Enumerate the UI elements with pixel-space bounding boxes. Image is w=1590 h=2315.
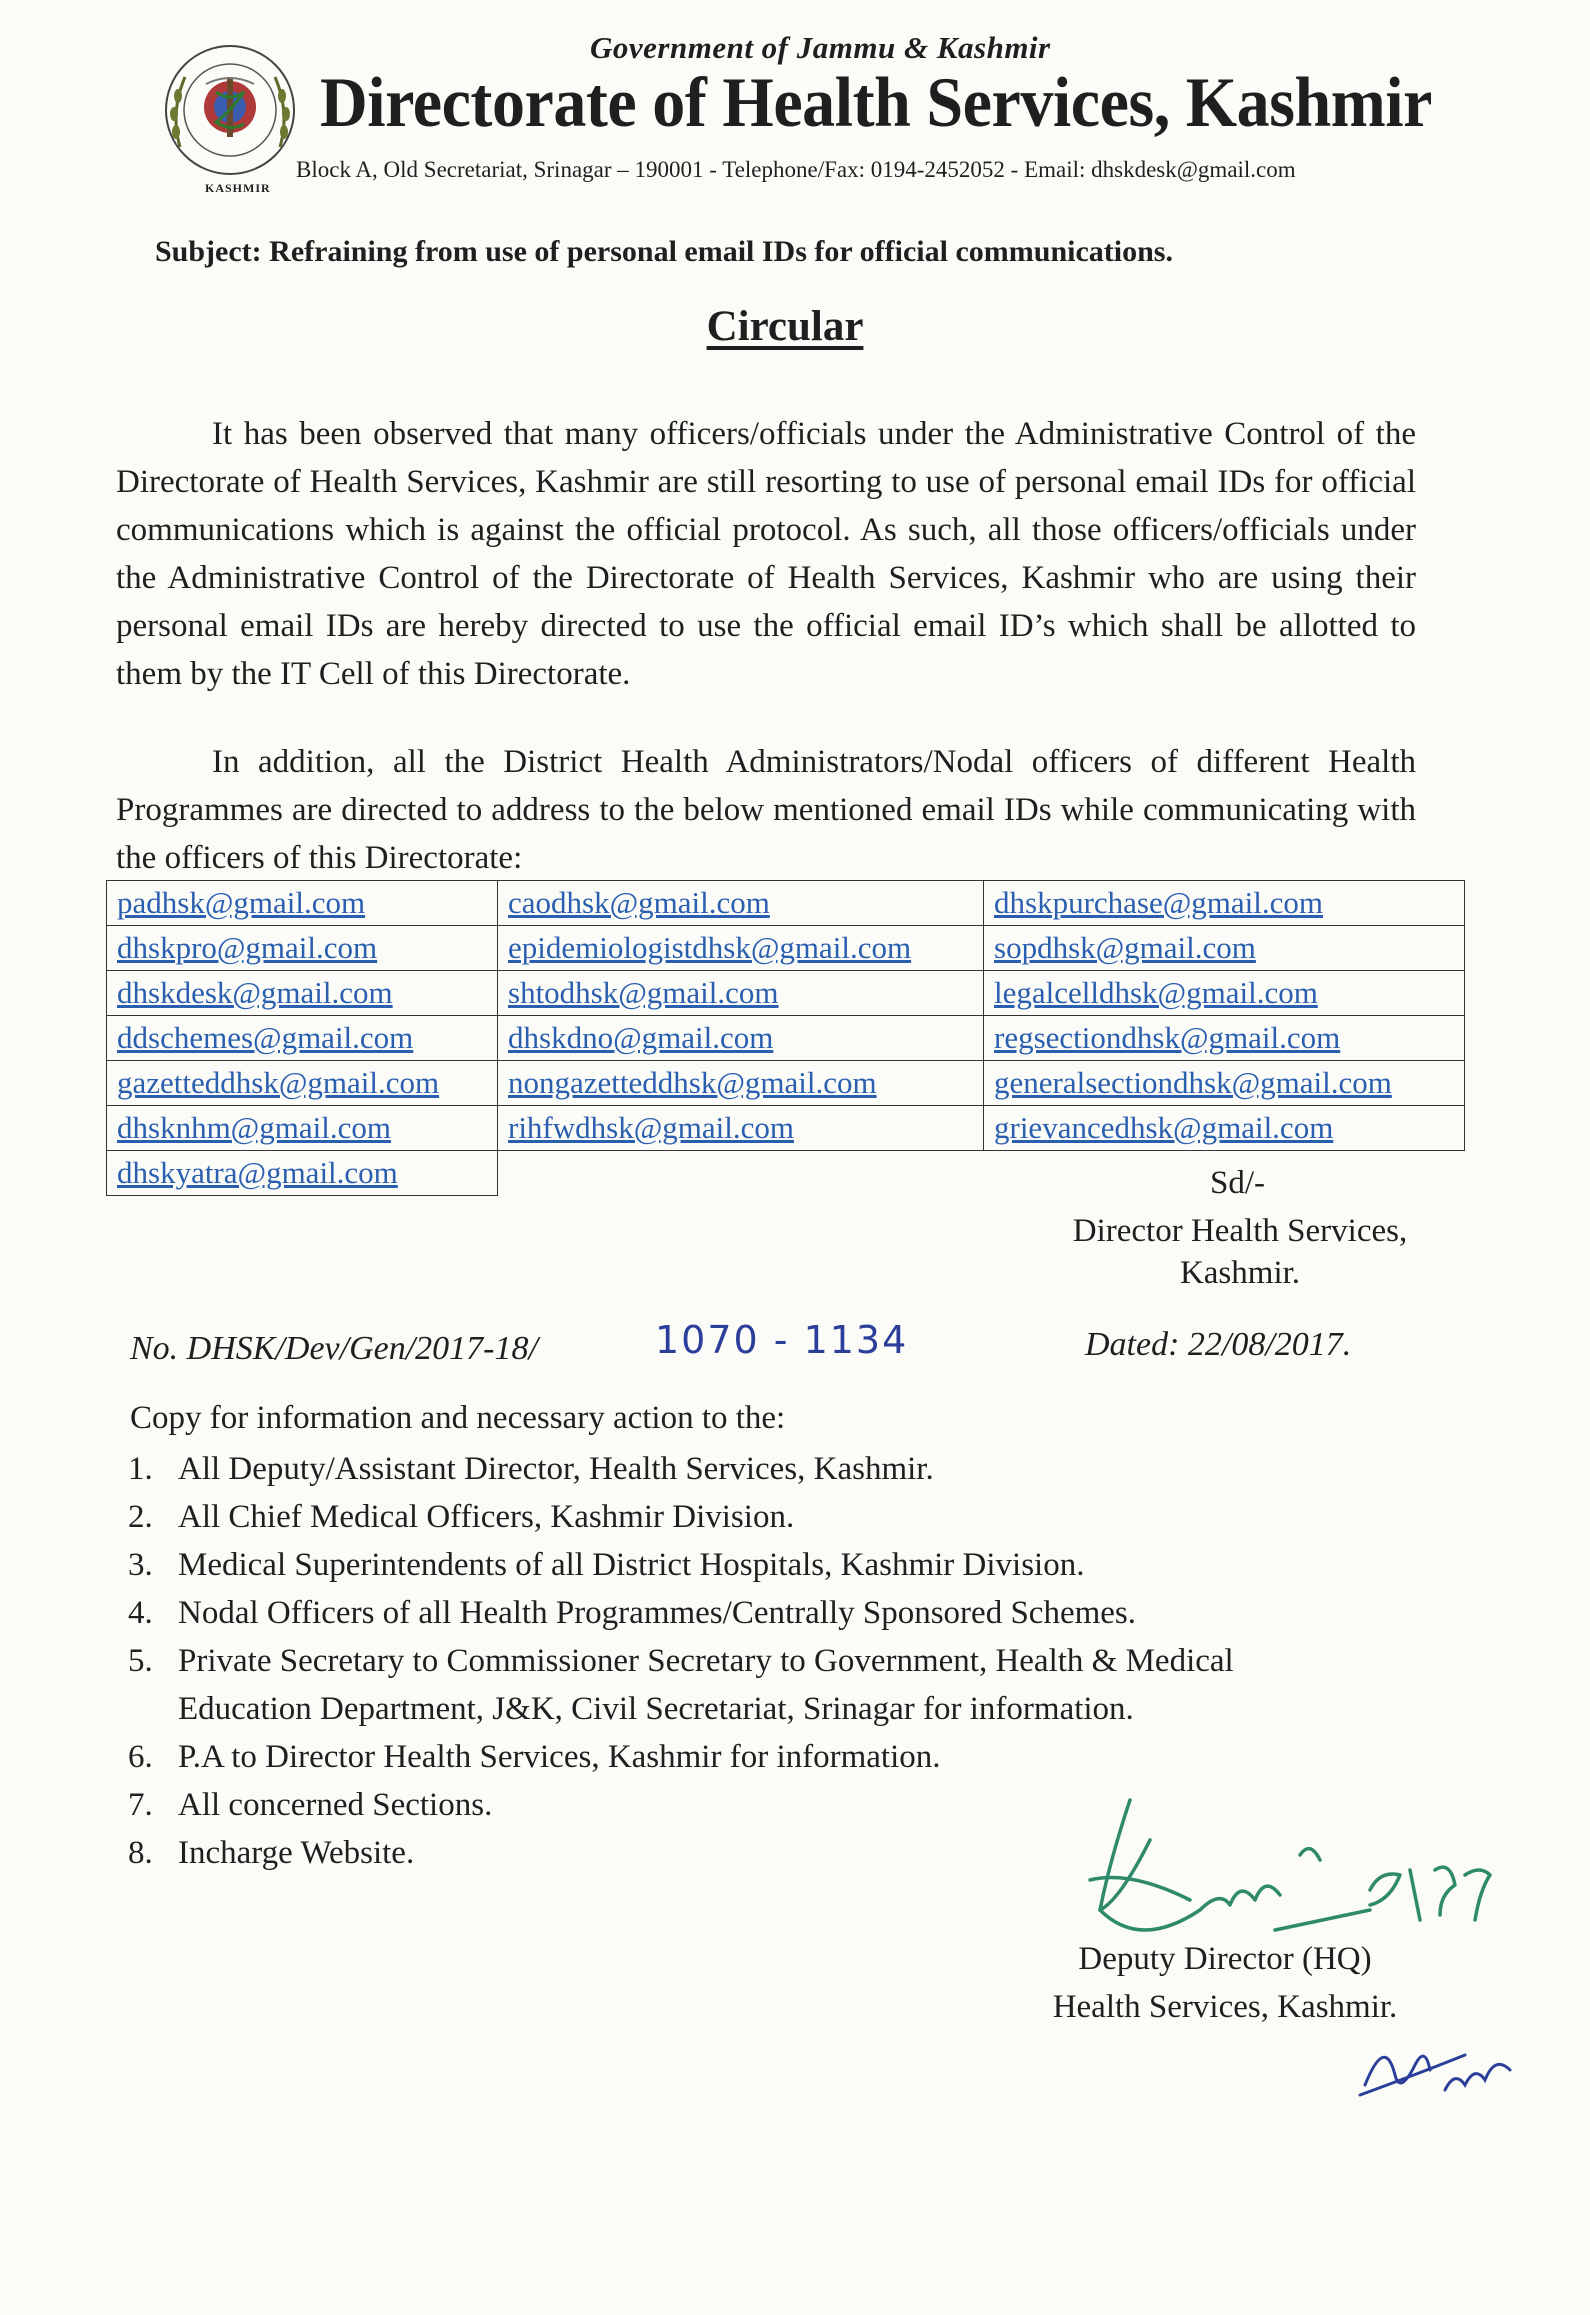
copy-heading: Copy for information and necessary action to the:	[130, 1400, 786, 1436]
email-link[interactable]: dhskpro@gmail.com	[107, 926, 498, 971]
email-link[interactable]: dhskdesk@gmail.com	[107, 971, 498, 1016]
email-link[interactable]: generalsectiondhsk@gmail.com	[984, 1061, 1465, 1106]
email-link[interactable]: dhskpurchase@gmail.com	[984, 881, 1465, 926]
list-item: 2. All Chief Medical Officers, Kashmir Division.	[128, 1499, 795, 1535]
subject-text: Refraining from use of personal email IDs for official communications.	[269, 235, 1173, 268]
sd-mark: Sd/-	[1210, 1165, 1266, 1201]
subject-line	[155, 235, 1173, 269]
list-item: 7. All concerned Sections.	[128, 1787, 493, 1823]
circular-heading: Circular	[706, 303, 864, 350]
table-row	[107, 881, 1465, 926]
list-item: 3. Medical Superintendents of all District Hospitals, Kashmir Division.	[128, 1547, 1085, 1583]
signatory-title: Director Health Services,	[1072, 1213, 1408, 1249]
signatory-title: Deputy Director (HQ)	[1078, 1941, 1372, 1977]
email-link[interactable]: rihfwdhsk@gmail.com	[498, 1106, 984, 1151]
handwritten-reference: 1070 - 1134	[655, 1318, 909, 1362]
handwritten-initials	[1355, 2015, 1525, 2115]
email-link[interactable]: dhskdno@gmail.com	[498, 1016, 984, 1061]
emblem-label: KASHMIR	[205, 181, 271, 195]
health-services-emblem-icon	[150, 32, 310, 192]
list-item: 6. P.A to Director Health Services, Kashmir for information.	[128, 1739, 941, 1775]
email-link[interactable]: nongazetteddhsk@gmail.com	[498, 1061, 984, 1106]
list-item: 4. Nodal Officers of all Health Programmes/Centrally Sponsored Schemes.	[128, 1595, 1136, 1631]
table-row	[107, 1106, 1465, 1151]
list-item: 1. All Deputy/Assistant Director, Health Services, Kashmir.	[128, 1451, 934, 1487]
signatory-place: Kashmir.	[1179, 1255, 1301, 1291]
subject-label: Subject:	[155, 235, 262, 268]
table-row	[107, 1016, 1465, 1061]
email-link[interactable]: sopdhsk@gmail.com	[984, 926, 1465, 971]
email-link[interactable]: regsectiondhsk@gmail.com	[984, 1016, 1465, 1061]
email-link[interactable]: dhskyatra@gmail.com	[107, 1151, 498, 1196]
email-link[interactable]: grievancedhsk@gmail.com	[984, 1106, 1465, 1151]
email-link[interactable]: legalcelldhsk@gmail.com	[984, 971, 1465, 1016]
reference-number: No. DHSK/Dev/Gen/2017-18/	[130, 1330, 538, 1367]
signatory-department: Health Services, Kashmir.	[1052, 1989, 1398, 2025]
email-link[interactable]: padhsk@gmail.com	[107, 881, 498, 926]
date-line: Dated: 22/08/2017.	[1085, 1326, 1352, 1363]
email-link[interactable]: dhsknhm@gmail.com	[107, 1106, 498, 1151]
government-line: Government of Jammu & Kashmir	[590, 30, 1051, 65]
director-signatory	[1055, 1210, 1425, 1294]
table-row	[107, 971, 1465, 1016]
email-link[interactable]: ddschemes@gmail.com	[107, 1016, 498, 1061]
list-item: 8. Incharge Website.	[128, 1835, 415, 1871]
table-row	[107, 926, 1465, 971]
table-row	[107, 1061, 1465, 1106]
directorate-title: Directorate of Health Services, Kashmir	[320, 64, 1432, 142]
paragraph-2: In addition, all the District Health Administrators/Nodal officers of different Health Programmes are directed to address to the below mentioned email IDs while communicating with the officers of this Directorate:	[116, 744, 1416, 876]
email-link[interactable]: gazetteddhsk@gmail.com	[107, 1061, 498, 1106]
email-ids-table	[106, 880, 1465, 1196]
empty-cell	[498, 1151, 984, 1196]
email-link[interactable]: shtodhsk@gmail.com	[498, 971, 984, 1016]
address-line: Block A, Old Secretariat, Srinagar – 190001 - Telephone/Fax: 0194-2452052 - Email: dhskdesk@gmail.com	[296, 157, 1296, 182]
email-link[interactable]: epidemiologistdhsk@gmail.com	[498, 926, 984, 971]
paragraph-1: It has been observed that many officers/officials under the Administrative Control of the Directorate of Health Services, Kashmir are still resorting to use of personal email IDs for official communications which is against the official protocol. As such, all those officers/officials under the Administrative Control of the Directorate of Health Services, Kashmir who are using their personal email IDs are hereby directed to use the official email ID’s which shall be allotted to them by the IT Cell of this Directorate.	[116, 416, 1416, 692]
list-item: 5. Private Secretary to Commissioner Secretary to Government, Health & Medical Education Department, J&K, Civil Secretariat, Srinagar for information.	[128, 1643, 1234, 1727]
email-link[interactable]: caodhsk@gmail.com	[498, 881, 984, 926]
